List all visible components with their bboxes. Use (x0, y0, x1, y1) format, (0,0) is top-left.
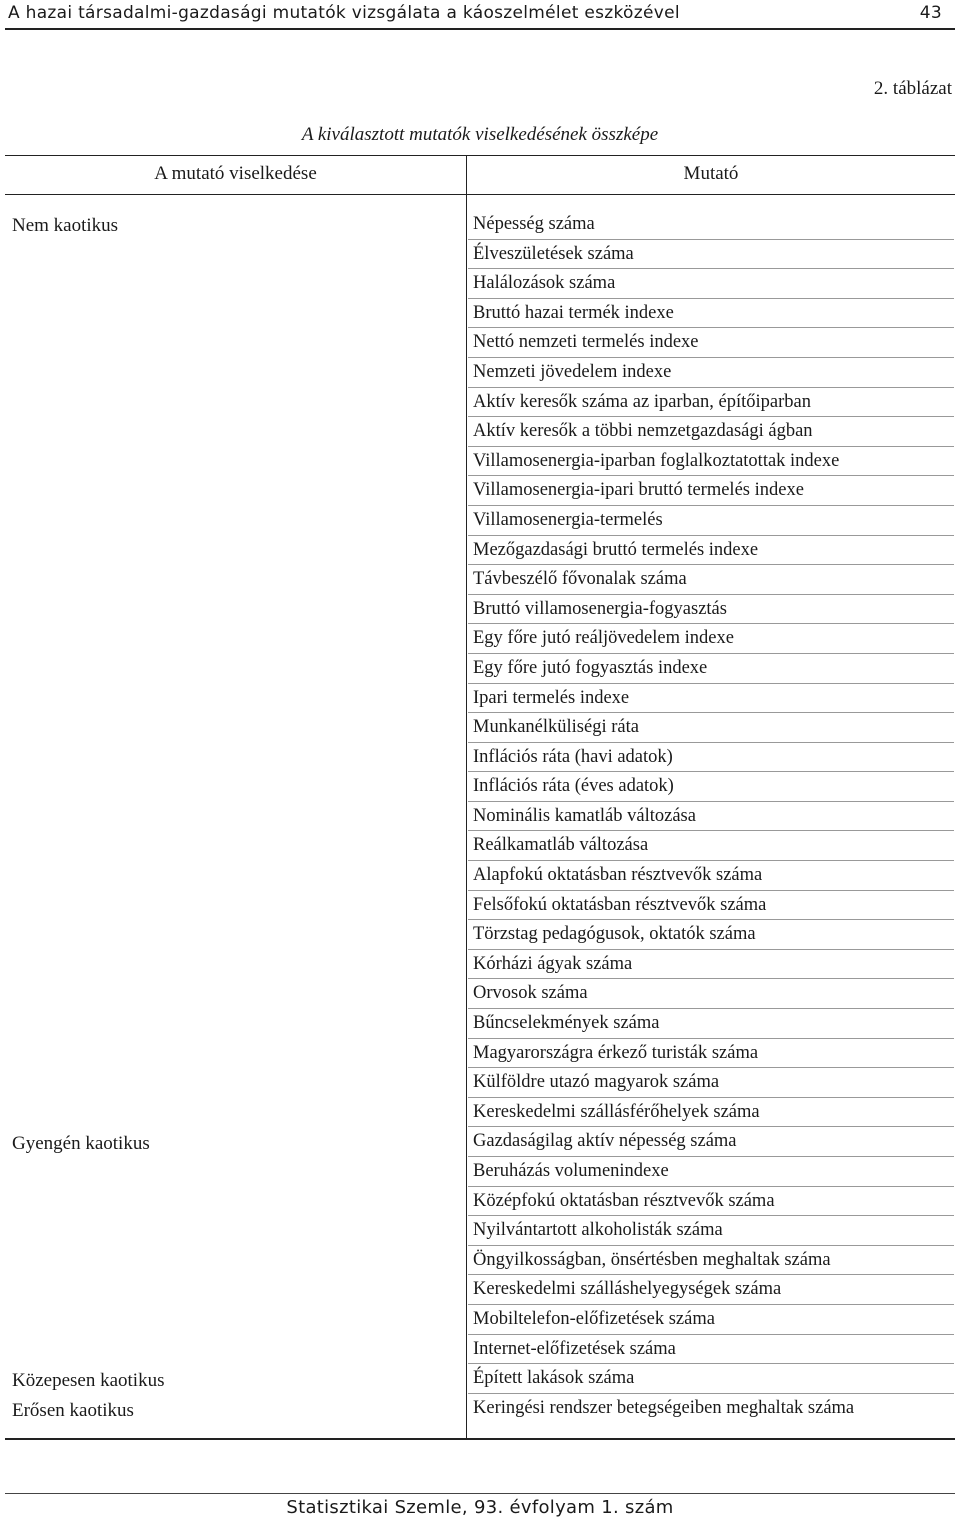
category-moderately-chaotic: Közepesen kaotikus (12, 1370, 165, 1391)
indicator-row: Egy főre jutó reáljövedelem indexe (468, 624, 954, 654)
indicator-row: Kereskedelmi szálláshelyegységek száma (468, 1275, 954, 1305)
indicator-row: Halálozások száma (468, 269, 954, 299)
indicator-row: Bűncselekmények száma (468, 1009, 954, 1039)
category-strongly-chaotic: Erősen kaotikus (12, 1400, 134, 1421)
running-footer: Statisztikai Szemle, 93. évfolyam 1. szám (286, 1497, 674, 1518)
indicator-row: Aktív keresők száma az iparban, építőiparban (468, 388, 954, 418)
indicator-row: Élveszületések száma (468, 240, 954, 270)
indicator-row: Inflációs ráta (éves adatok) (468, 772, 954, 802)
indicator-row: Inflációs ráta (havi adatok) (468, 743, 954, 773)
table-number: 2. táblázat (873, 78, 952, 99)
table-bottom-rule (5, 1438, 955, 1440)
indicator-row: Épített lakások száma (468, 1364, 954, 1394)
indicator-row: Kórházi ágyak száma (468, 950, 954, 980)
indicator-row: Villamosenergia-iparban foglalkoztatottak indexe (468, 447, 954, 477)
footer-rule (5, 1493, 955, 1494)
header-rule (5, 28, 955, 30)
indicator-row: Ipari termelés indexe (468, 684, 954, 714)
indicator-row: Aktív keresők a többi nemzetgazdasági ágban (468, 417, 954, 447)
indicator-row: Villamosenergia-ipari bruttó termelés indexe (468, 476, 954, 506)
indicator-row: Magyarországra érkező turisták száma (468, 1039, 954, 1069)
column-divider (466, 155, 467, 1439)
indicator-row: Egy főre jutó fogyasztás indexe (468, 654, 954, 684)
indicator-row: Reálkamatláb változása (468, 831, 954, 861)
indicator-row: Nemzeti jövedelem indexe (468, 358, 954, 388)
running-head-title: A hazai társadalmi-gazdasági mutatók vizsgálata a káoszelmélet eszközével (8, 3, 680, 23)
indicator-row: Villamosenergia-termelés (468, 506, 954, 536)
indicator-row: Nyilvántartott alkoholisták száma (468, 1216, 954, 1246)
column-header-behavior: A mutató viselkedése (154, 163, 317, 184)
indicator-row: Öngyilkosságban, önsértésben meghaltak száma (468, 1246, 954, 1276)
indicator-row: Nominális kamatláb változása (468, 802, 954, 832)
indicator-row: Keringési rendszer betegségeiben meghaltak száma (473, 1397, 855, 1418)
column-header-indicator: Mutató (683, 163, 739, 184)
indicator-row: Törzstag pedagógusok, oktatók száma (468, 920, 954, 950)
indicator-row: Középfokú oktatásban résztvevők száma (468, 1187, 954, 1217)
category-non-chaotic: Nem kaotikus (12, 215, 119, 236)
indicator-row: Nettó nemzeti termelés indexe (468, 328, 954, 358)
indicator-row: Beruházás volumenindexe (468, 1157, 954, 1187)
category-weakly-chaotic: Gyengén kaotikus (12, 1133, 150, 1154)
indicator-row: Alapfokú oktatásban résztvevők száma (468, 861, 954, 891)
indicator-row: Bruttó hazai termék indexe (468, 299, 954, 329)
indicator-row: Internet-előfizetések száma (468, 1335, 954, 1365)
indicator-row: Távbeszélő fővonalak száma (468, 565, 954, 595)
indicator-row: Gazdaságilag aktív népesség száma (468, 1127, 954, 1157)
indicator-row: Népesség száma (468, 210, 954, 240)
indicator-row: Bruttó villamosenergia-fogyasztás (468, 595, 954, 625)
page-number: 43 (919, 3, 942, 23)
running-head (8, 0, 952, 27)
indicator-row: Mezőgazdasági bruttó termelés indexe (468, 536, 954, 566)
indicator-row: Orvosok száma (468, 979, 954, 1009)
table-caption: A kiválasztott mutatók viselkedésének összképe (301, 124, 659, 145)
indicator-row: Kereskedelmi szállásférőhelyek száma (468, 1098, 954, 1128)
indicator-row: Mobiltelefon-előfizetések száma (468, 1305, 954, 1335)
indicator-list (468, 210, 954, 1423)
table-header-rule (5, 194, 955, 195)
indicator-row: Munkanélküliségi ráta (468, 713, 954, 743)
indicator-row: Külföldre utazó magyarok száma (468, 1068, 954, 1098)
indicator-row: Felsőfokú oktatásban résztvevők száma (468, 891, 954, 921)
table-top-rule (5, 155, 955, 156)
